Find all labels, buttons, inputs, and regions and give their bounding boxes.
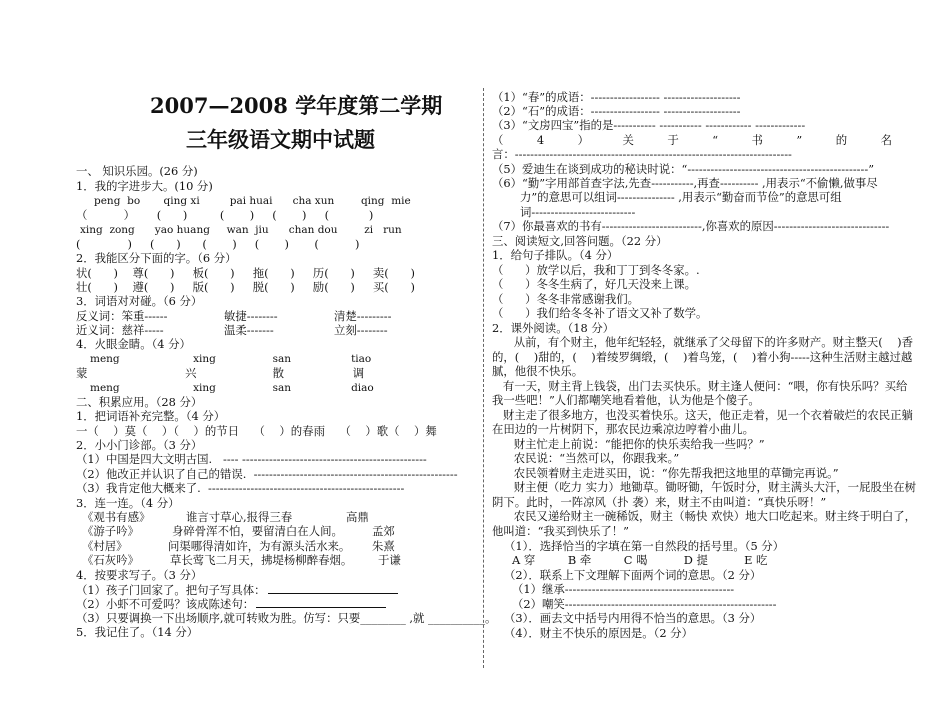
passage-line: 从前，有个财主，他年纪轻轻，就继承了父母留下的许多财产。财主整天( )香: [492, 335, 913, 349]
synonym-3: 立刻--------: [334, 323, 388, 337]
question-2-4: 4．按要求写子。（3 分）: [76, 568, 203, 582]
rewrite-2: [76, 596, 386, 611]
poem-line-4: 草长莺飞二月天，拂堤杨柳醉春烟。: [170, 553, 353, 567]
recall-4-row: [492, 133, 892, 147]
recall-2: （2）“石”的成语：------------------ --------------------: [492, 104, 741, 118]
passage-line: 在田边的一片树阴下，那农民边乘凉边哼着小曲儿。: [492, 422, 754, 436]
section-2-heading: 二、积累应用。（28 分）: [76, 395, 203, 409]
recall-7: （7）你最喜欢的书有--------------------------,你喜欢的原因------------------------------: [492, 219, 890, 233]
passage-line: 有一天，财主背上钱袋，出门去买快乐。财主逢人便问：“喂，你有快乐吗？买给: [492, 379, 908, 393]
poet-1: 高鼎: [346, 510, 369, 524]
recall-4-part: “: [712, 133, 719, 147]
recall-4-part: 书: [751, 133, 763, 147]
section-3-heading: 三、阅读短文,回答问题。（22 分）: [492, 234, 668, 248]
recall-4-part: 于: [667, 133, 679, 147]
char-row-1: 状( ) 尊( ) 板( ) 拖( ) 历( ) 卖( ): [76, 266, 415, 280]
polyphone-row: 蒙 兴 散 调: [76, 366, 365, 380]
order-3: （ ）冬冬非常感谢我们。: [492, 292, 640, 306]
pinyin-row-3: meng xing san tiao: [90, 353, 372, 365]
synonym-2: 温柔-------: [224, 323, 274, 337]
passage-line: 我一些吧！”人们都嘲笑地看着他，认为他是个傻子。: [492, 393, 760, 407]
question-1-4: 4．火眼金睛。（4 分）: [76, 337, 191, 351]
sub-question-4: （4）．财主不快乐的原因是。（2 分）: [504, 626, 693, 640]
pinyin-row-4: meng xing san diao: [90, 382, 374, 394]
clinic-1: （1）中国是四大文明古国. ---- ------------------------------------------------: [76, 452, 427, 466]
passage-line: 农民又递给财主一碗稀饭，财主（畅快 欢快）地大口吃起来。财主终于明白了，: [492, 509, 917, 523]
title-line-1: 2007—2008 学年度第二学期: [150, 93, 443, 118]
antonym-1: 反义词：笨重------: [76, 309, 168, 323]
poet-3: 朱熹: [372, 539, 395, 553]
passage-line: 财主走了很多地方，也没买着快乐。这天，他正走着，见一个衣着破烂的农民正躺: [492, 408, 913, 422]
question-2-5: 5．我记住了。（14 分）: [76, 625, 199, 639]
blank-row-1: （ ） ( ) ( ) ( ) ( ): [76, 208, 374, 222]
recall-4-cont: 言：------------------------------------------------------------------------: [492, 147, 792, 161]
reading-q2: 2．课外阅读。（18 分）: [492, 321, 615, 335]
rewrite-2-blank[interactable]: [256, 596, 386, 608]
char-row-2: 壮( ) 遵( ) 版( ) 脱( ) 励( ) 买( ): [76, 280, 415, 294]
rewrite-1-text: （1）孩子门回家了。把句子写具体：: [76, 583, 266, 597]
recall-4-part: 名: [880, 133, 892, 147]
question-1-1: 1．我的字进步大。(10 分): [76, 179, 213, 193]
question-2-1: 1．把词语补充完整。（4 分）: [76, 409, 226, 423]
recall-4-part: 的: [835, 133, 848, 147]
recall-4-part: ）: [577, 133, 589, 147]
recall-3: （3）“文房四宝”指的是----------- ----------- ------------ -------------: [492, 118, 806, 132]
recall-4-part: ”: [796, 133, 803, 147]
sub-question-2: （2）．联系上下文理解下面两个词的意思。（2 分）: [504, 568, 762, 582]
passage-line: 财主忙走上前说：“能把你的快乐卖给我一些吗？”: [492, 437, 765, 451]
poem-line-2: 身碎骨浑不怕，要留清白在人间。: [172, 524, 343, 538]
sub-question-3: （3）．画去文中括号内用得不恰当的意思。（3 分）: [504, 611, 762, 625]
poet-2: 孟郊: [372, 524, 395, 538]
meaning-1: （1）继承--------------------------------------------: [512, 582, 735, 596]
poem-title-3: 《村居》: [82, 539, 128, 553]
poem-title-2: 《游子吟》: [82, 524, 139, 538]
antonym-2: 敏捷--------: [224, 309, 278, 323]
rewrite-3: （3）只要调换一下出场顺序,就可转败为胜。仿写：只要________ ,就 __________。: [76, 611, 497, 625]
recall-5: （5）爱迪生在谈到成功的秘诀时说：“-----------------------------------------------”: [492, 162, 875, 176]
rewrite-2-text: （2）小虾不可爱吗？该成陈述句：: [76, 597, 255, 611]
recall-1: （1）“春”的成语：------------------ --------------------: [492, 90, 741, 104]
poem-title-4: 《石灰吟》: [82, 553, 139, 567]
order-4: （ ）我们给冬冬补了语文又补了数学。: [492, 306, 708, 320]
passage-line: 农民说：“当然可以，你跟我来。”: [492, 451, 680, 465]
order-1: （ ）放学以后，我和丁丁到冬冬家。.: [492, 263, 700, 277]
pinyin-row-1: peng bo qing xi pai huai cha xun qing mie: [94, 195, 411, 207]
sub-question-1: （1）．选择恰当的字填在第一自然段的括号里。（5 分）: [504, 539, 785, 553]
recall-6a: （6）“勤”字用部首查字法,先查-----------,再查---------- ,用表示“不偷懒,做事尽: [492, 176, 878, 190]
poem-line-3: 问渠哪得清如许，为有源头活水来。: [168, 539, 351, 553]
recall-4-part: 关: [622, 133, 634, 147]
passage-line: 财主便（吃力 实力）地锄草。锄呀锄，午饭时分，财主满头大汗，一屁股坐在树: [492, 480, 917, 494]
section-1-heading: 一、 知识乐园。(26 分): [76, 164, 198, 178]
column-divider: [483, 88, 484, 668]
reading-q1: 1．给句子排队。（4 分）: [492, 248, 619, 262]
passage-line: 的，( )甜的，( )着绫罗绸缎，( )着鸟笼，( )着小狗-----这种生活财主越过越: [492, 350, 913, 364]
question-1-3: 3．词语对对碰。（6 分）: [76, 294, 203, 308]
clinic-2: （2）他改正并认识了自己的错误. -----------------------------------------------------: [76, 467, 458, 481]
title-line-2: 三年级语文期中试题: [186, 127, 375, 152]
question-2-3: 3．连一连。（4 分）: [76, 496, 180, 510]
meaning-2: （2）嘲笑-------------------------------------------------------: [512, 597, 777, 611]
rewrite-1: [76, 582, 398, 597]
question-2-2: 2．小小门诊部。（3 分）: [76, 438, 203, 452]
clinic-3: （3）我肯定他大概来了. ---------------------------------------------------: [76, 481, 405, 495]
recall-6b: 力”的意思可以组词--------------- ,用表示“勤奋而节俭”的意思可组: [520, 190, 842, 204]
passage-line: 腻，他很不快乐。: [492, 364, 584, 378]
pinyin-row-2: xing zong yao huang wan jiu chan dou zi run: [80, 224, 402, 236]
order-2: （ ）冬冬生病了，好几天没来上课。: [492, 277, 696, 291]
synonym-1: 近义词：慈祥-----: [76, 323, 164, 337]
idiom-row: 一（ ）莫（ ）（ ）的节日 （ ）的春雨 （ ）歌（ ）舞: [76, 424, 437, 438]
antonym-3: 清楚---------: [334, 309, 392, 323]
poet-4: 于谦: [378, 553, 401, 567]
question-1-2: 2．我能区分下面的字。（6 分）: [76, 251, 237, 265]
rewrite-1-blank[interactable]: [268, 582, 398, 594]
poem-line-1: 谁言寸草心,报得三春: [186, 510, 293, 524]
passage-line: 阴下。此时，一阵凉风（扑 袭）来，财主不由叫道：“真快乐呀！”: [492, 495, 827, 509]
recall-4-part: 4: [536, 133, 545, 147]
passage-line: 农民领着财主走进买田，说：“你先帮我把这地里的草锄完再说。”: [492, 466, 839, 480]
passage-line: 他叫道：“我买到快乐了！”: [492, 524, 629, 538]
poem-title-1: 《观书有感》: [82, 510, 151, 524]
recall-6c: 词---------------------------: [520, 205, 636, 219]
blank-row-2: ( ) ( ) ( ) ( ) ( ): [76, 237, 360, 251]
choice-options: A 穿 B 牵 C 喝 D 提 E 吃: [512, 553, 768, 567]
recall-4-part: （: [492, 133, 504, 147]
